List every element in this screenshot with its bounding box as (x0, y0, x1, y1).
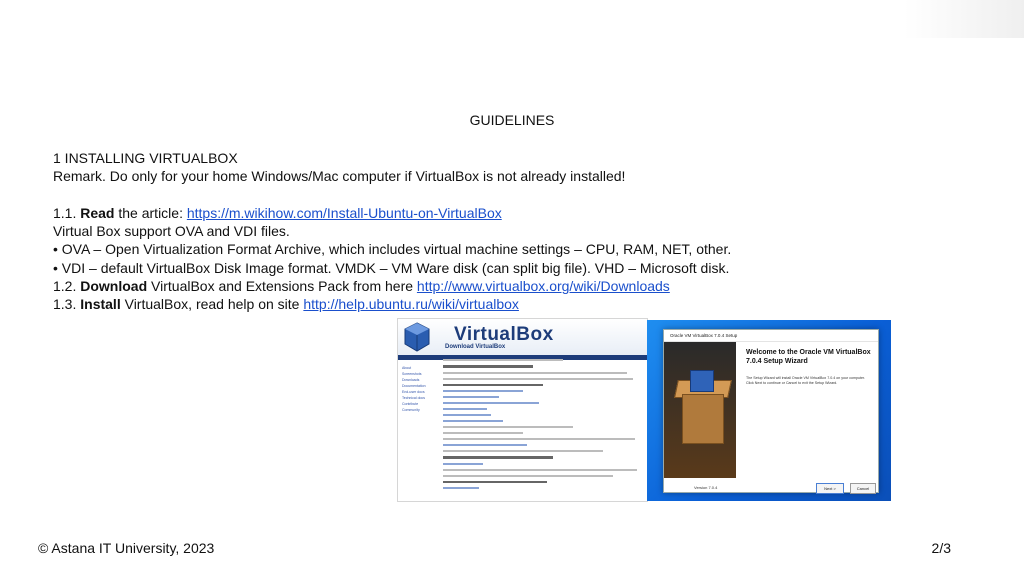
version-label: Version 7.0.4 (694, 485, 718, 490)
welcome-heading: Welcome to the Oracle VM VirtualBox 7.0.4 Setup Wizard (746, 349, 871, 365)
step-number: 1.3. (53, 296, 81, 313)
setup-wizard-screenshot (647, 320, 891, 501)
box-icon (682, 394, 724, 444)
download-heading: Download VirtualBox (445, 344, 506, 350)
remark-text: Remark. Do only for your home Windows/Mac computer if VirtualBox is not already installed! (53, 168, 626, 185)
virtualbox-cube-icon (690, 370, 714, 392)
step-1-3 (53, 295, 953, 313)
next-button: Next > (816, 483, 844, 494)
section-heading: 1 INSTALLING VIRTUALBOX (53, 150, 238, 166)
nav-item: Documentation (402, 384, 426, 388)
copyright: © Astana IT University, 2023 (38, 540, 215, 556)
step-number: 1.1. (53, 204, 81, 221)
page-number: 2/3 (931, 540, 951, 556)
nav-item: Contribute (402, 402, 419, 406)
wikihow-link[interactable]: https://m.wikihow.com/Install-Ubuntu-on-VirtualBox (186, 204, 502, 221)
spacer (53, 186, 953, 204)
nav-item: Community (402, 408, 420, 412)
download-page-nav (402, 365, 438, 413)
ubuntu-help-link[interactable]: http://help.ubuntu.ru/wiki/virtualbox (303, 296, 519, 313)
support-line: Virtual Box support OVA and VDI files. (53, 223, 290, 240)
step-number: 1.2. (53, 278, 81, 295)
nav-item: Technical docs (402, 396, 425, 400)
step-verb: Read (80, 204, 115, 221)
step-verb: Install (80, 296, 121, 313)
nav-item: Screenshots (402, 372, 422, 376)
step-1-2 (53, 277, 953, 295)
virtualbox-brand: VirtualBox (454, 324, 554, 345)
step-text: VirtualBox and Extensions Pack from here (147, 278, 417, 295)
nav-item: End-user docs (402, 390, 425, 394)
step-text: VirtualBox, read help on site (120, 296, 304, 313)
setup-wizard-dialog (663, 329, 879, 493)
nav-item: About (402, 366, 412, 370)
bullet-ova: • OVA – Open Virtualization Format Archive, which includes virtual machine settings – CPU, RAM, NET, other. (53, 241, 732, 258)
cancel-button: Cancel (850, 483, 876, 494)
download-page-header (398, 319, 647, 355)
page-title: GUIDELINES (469, 112, 555, 128)
guidelines-body (53, 149, 953, 314)
welcome-description: The Setup Wizard will install Oracle VM VirtualBox 7.0.4 on your computer. Click Next to continue or Cancel to exit the Setup Wizard. (746, 376, 865, 385)
step-1-1 (53, 204, 953, 222)
step-verb: Download (80, 278, 148, 295)
bullet-vdi: • VDI – default VirtualBox Disk Image format. VMDK – VM Ware disk (can split big file). VHD – Microsoft disk. (53, 259, 730, 276)
dialog-title: Oracle VM VirtualBox 7.0.4 Setup (664, 330, 878, 342)
download-page-content (443, 359, 643, 493)
virtualbox-downloads-link[interactable]: http://www.virtualbox.org/wiki/Downloads (416, 278, 670, 295)
nav-item: Downloads (402, 378, 420, 382)
virtualbox-logo-icon (404, 322, 430, 352)
step-text: the article: (114, 204, 187, 221)
setup-box-illustration (664, 342, 736, 478)
virtualbox-download-screenshot (397, 318, 648, 502)
top-right-decoration (904, 0, 1024, 38)
